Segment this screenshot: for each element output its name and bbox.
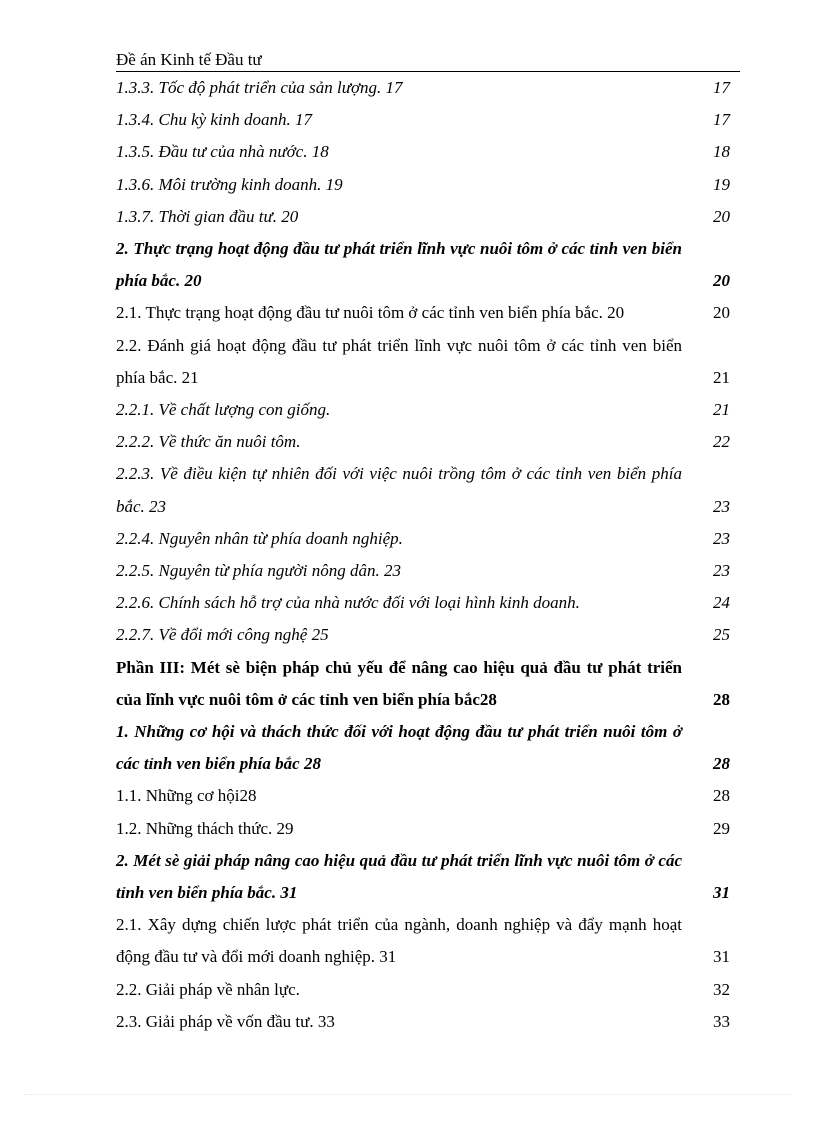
toc-entry-page: 18 bbox=[713, 142, 730, 162]
toc-entry-page: 28 bbox=[713, 754, 730, 774]
toc-entry-text: 1.2. Những thách thức. 29 bbox=[116, 818, 294, 838]
toc-entry[interactable] bbox=[116, 330, 730, 394]
toc-entry[interactable] bbox=[116, 426, 730, 458]
toc-entry-text: 1.3.3. Tốc độ phát triển của sản lượng. 17 bbox=[116, 78, 403, 97]
toc-entry-text: 2.2.3. Về điều kiện tự nhiên đối với việc nuôi trồng tôm ở các tỉnh ven biển phía bắc. 23 bbox=[116, 464, 682, 516]
toc-entry-text: 2.2.5. Nguyên từ phía người nông dân. 23 bbox=[116, 561, 401, 581]
toc-entry[interactable] bbox=[116, 1006, 730, 1038]
toc-entry[interactable] bbox=[116, 297, 730, 329]
toc-entry[interactable] bbox=[116, 909, 730, 973]
toc-entry-text: 2.1. Thực trạng hoạt động đầu tư nuôi tôm ở các tỉnh ven biển phía bắc. 20 bbox=[116, 303, 625, 323]
page-header bbox=[116, 50, 740, 72]
toc-entry-page: 17 bbox=[713, 78, 730, 97]
toc-entry[interactable] bbox=[116, 780, 730, 812]
toc-entry-page: 21 bbox=[713, 400, 730, 420]
toc-entry-page: 33 bbox=[713, 1011, 730, 1031]
toc-entry-page: 31 bbox=[713, 947, 730, 967]
page-bottom-divider bbox=[24, 1094, 792, 1095]
toc-entry[interactable] bbox=[116, 716, 730, 780]
toc-entry-page: 21 bbox=[713, 367, 730, 387]
toc-entry[interactable] bbox=[116, 72, 730, 104]
toc-entry[interactable] bbox=[116, 233, 730, 297]
toc-entry-text: 2.2.7. Về đổi mới công nghệ 25 bbox=[116, 625, 329, 645]
toc-entry[interactable] bbox=[116, 555, 730, 587]
toc-entry-page: 31 bbox=[713, 883, 730, 903]
toc-entry[interactable] bbox=[116, 169, 730, 201]
toc-entry-page: 23 bbox=[713, 528, 730, 548]
toc-entry-page: 20 bbox=[713, 303, 730, 323]
toc-entry-page: 32 bbox=[713, 979, 730, 999]
toc-entry[interactable] bbox=[116, 652, 730, 716]
toc-entry-page: 28 bbox=[713, 689, 730, 709]
toc-entry[interactable] bbox=[116, 587, 730, 619]
toc-entry[interactable] bbox=[116, 619, 730, 651]
toc-entry-page: 25 bbox=[713, 625, 730, 645]
toc-entry[interactable] bbox=[116, 458, 730, 522]
toc-entry-text: 2.3. Giải pháp về vốn đầu tư. 33 bbox=[116, 1011, 335, 1031]
toc-entry-page: 24 bbox=[713, 593, 730, 613]
toc-entry[interactable] bbox=[116, 523, 730, 555]
toc-entry-text: 1.3.6. Môi trường kinh doanh. 19 bbox=[116, 174, 343, 194]
toc-entry-page: 20 bbox=[713, 206, 730, 226]
toc-entry-page: 17 bbox=[713, 110, 730, 130]
toc-entry-text: Phần III: Mét sè biện pháp chủ yếu để nâng cao hiệu quả đầu tư phát triển của lĩnh vực nuôi tôm ở các tỉnh ven biển phía bắc28 bbox=[116, 657, 682, 709]
document-title: Đề án Kinh tế Đầu tư bbox=[116, 50, 262, 69]
toc-entry-page: 28 bbox=[713, 786, 730, 806]
toc-entry-page: 19 bbox=[713, 174, 730, 194]
toc-entry[interactable] bbox=[116, 813, 730, 845]
toc-entry-text: 2. Thực trạng hoạt động đầu tư phát triển lĩnh vực nuôi tôm ở các tỉnh ven biển phía bắc. 20 bbox=[116, 239, 682, 291]
toc-entry[interactable] bbox=[116, 136, 730, 168]
toc-entry-text: 1. Những cơ hội và thách thức đối với hoạt động đầu tư phát triển nuôi tôm ở các tỉnh ven biển phía bắc 28 bbox=[116, 722, 682, 774]
toc-entry-text: 2. Mét sè giải pháp nâng cao hiệu quả đầu tư phát triển lĩnh vực nuôi tôm ở các tỉnh ven biển phía bắc. 31 bbox=[116, 850, 682, 903]
toc-entry[interactable] bbox=[116, 394, 730, 426]
toc-entry-page: 29 bbox=[713, 818, 730, 838]
toc-entry[interactable] bbox=[116, 201, 730, 233]
toc-entry-text: 2.2.2. Về thức ăn nuôi tôm. bbox=[116, 432, 301, 452]
toc-entry-text: 2.2.4. Nguyên nhân từ phía doanh nghiệp. bbox=[116, 528, 403, 548]
toc-entry-text: 2.2. Đánh giá hoạt động đầu tư phát triển lĩnh vực nuôi tôm ở các tỉnh ven biển phía bắc. 21 bbox=[116, 335, 682, 387]
toc-entry-text: 2.1. Xây dựng chiến lược phát triển của ngành, doanh nghiệp và đẩy mạnh hoạt động đầu tư và đổi mới doanh nghiệp. 31 bbox=[116, 915, 682, 967]
toc-entry-page: 22 bbox=[713, 432, 730, 452]
toc-entry-text: 1.3.7. Thời gian đầu tư. 20 bbox=[116, 206, 299, 226]
toc-entry-text: 1.1. Những cơ hội28 bbox=[116, 786, 257, 806]
table-of-contents bbox=[116, 72, 730, 1038]
toc-entry[interactable] bbox=[116, 104, 730, 136]
toc-entry-text: 2.2. Giải pháp về nhân lực. bbox=[116, 979, 300, 999]
toc-entry-text: 1.3.5. Đầu tư của nhà nước. 18 bbox=[116, 142, 329, 162]
toc-entry[interactable] bbox=[116, 974, 730, 1006]
toc-entry-text: 1.3.4. Chu kỳ kinh doanh. 17 bbox=[116, 110, 312, 130]
toc-entry-page: 23 bbox=[713, 496, 730, 516]
toc-entry-text: 2.2.6. Chính sách hỗ trợ của nhà nước đối với loại hình kinh doanh. bbox=[116, 593, 580, 613]
toc-entry-text: 2.2.1. Về chất lượng con giống. bbox=[116, 400, 331, 420]
toc-entry-page: 20 bbox=[713, 271, 730, 291]
toc-entry-page: 23 bbox=[713, 561, 730, 581]
toc-entry[interactable] bbox=[116, 845, 730, 909]
